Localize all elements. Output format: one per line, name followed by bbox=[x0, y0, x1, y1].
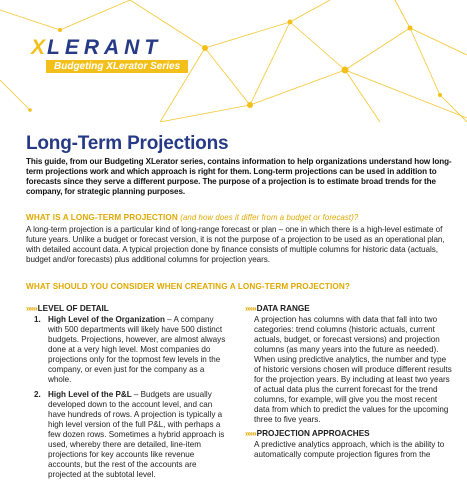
header-banner bbox=[0, 0, 467, 122]
subheading-data-range: »»»DATA RANGE bbox=[245, 304, 310, 313]
left-column bbox=[26, 304, 226, 485]
section-body-what-is: A long-term projection is a particular kind of long-range forecast or plan – one in which there is a high-level estimate of future years. Unlike a budget or forecast version, it is not the purpose of a projection to be used as an operational plan, with detailed account data. A typical projection done by finance consists of multiple columns for historic data (actuals, budget and/or forecasts) plus additional columns for projection years. bbox=[26, 225, 445, 264]
data-range-body: A projection has columns with data that fall into two categories: trend columns (historic actuals, current actuals, budget, or forecast versions) and projection columns (as many years into the future as needed). When using predictive analytics, the number and type of historic versions chosen will produce different results for the projection years. By including at least two years of actual data plus the current forecast for the trend columns, for example, will give you the most recent data from which to predict the values for the upcoming three to five years. bbox=[254, 315, 452, 424]
section-heading-what-is: WHAT IS A LONG-TERM PROJECTION (and how does it differ from a budget or forecast)? bbox=[26, 213, 359, 222]
projection-approaches-body: A predictive analytics approach, which is the ability to automatically compute projection figures from the bbox=[254, 440, 445, 459]
subheading-level-of-detail: »»»LEVEL OF DETAIL bbox=[26, 304, 109, 313]
list-item: 2. High Level of the P&L – Budgets are usually developed down to the account level, and can have hundreds of rows. A projection is typically a high level version of the full P&L, with perhaps a few dozen rows. Sometimes a hybrid approach is used, whereby there are detailed, line-item projections for key accounts like revenue accounts, but the rest of the accounts are projected at the subtotal level. bbox=[34, 390, 225, 479]
intro-paragraph: This guide, from our Budgeting XLerator series, contains information to help organizations understand how long-term projections work and which approach is right for them. Long-term projections can be used in addition to forecasts since they serve a different purpose. The purpose of a projection is to estimate broad trends for the company, for strategic planning purposes. bbox=[26, 157, 452, 196]
section-heading-consider: WHAT SHOULD YOU CONSIDER WHEN CREATING A LONG-TERM PROJECTION? bbox=[26, 282, 350, 291]
list-item: 1. High Level of the Organization – A company with 500 departments will likely have 500 distinct budgets. Projections, however, are almost always done at a very high level. Most companies do projections only for the topmost few levels in the company, or even just for the company as a whole. bbox=[34, 315, 226, 384]
right-column bbox=[245, 304, 455, 464]
subheading-projection-approaches: »»»PROJECTION APPROACHES bbox=[245, 429, 370, 438]
arrows-icon: »»» bbox=[245, 304, 256, 313]
arrows-icon: »»» bbox=[245, 429, 256, 438]
xlerant-logo: XLERANT bbox=[31, 36, 163, 59]
arrows-icon: »»» bbox=[26, 304, 37, 313]
series-label: Budgeting XLerator Series bbox=[46, 60, 188, 73]
page-title: Long-Term Projections bbox=[26, 133, 229, 154]
